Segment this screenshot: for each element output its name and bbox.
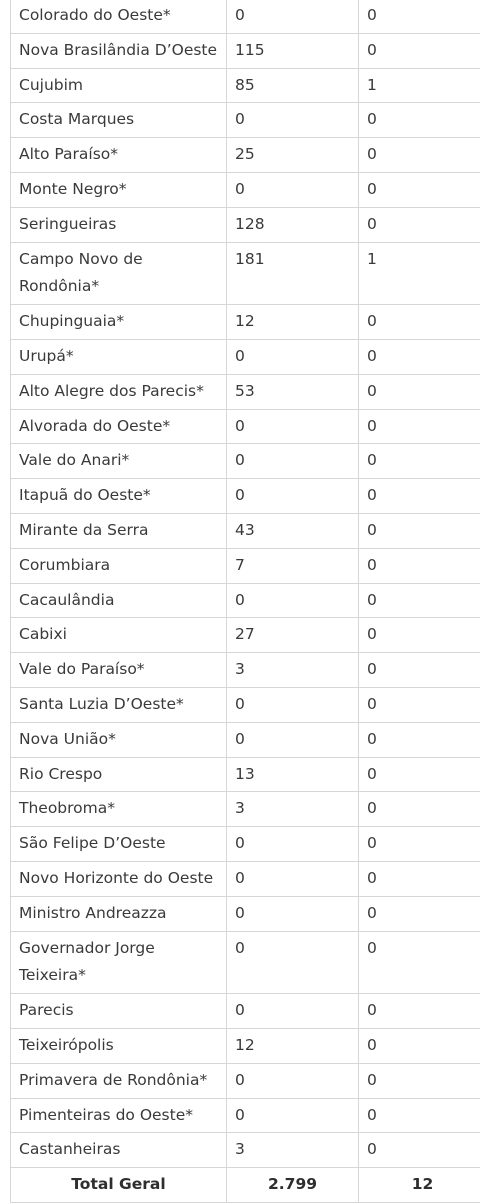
obitos-cell: 0	[359, 792, 480, 827]
obitos-cell: 0	[359, 861, 480, 896]
obitos-cell: 0	[359, 1028, 480, 1063]
casos-cell: 0	[227, 103, 359, 138]
municipio-cell: Urupá*	[11, 339, 227, 374]
casos-cell: 12	[227, 1028, 359, 1063]
table-row	[11, 548, 480, 583]
obitos-cell: 0	[359, 339, 480, 374]
table-body	[11, 0, 480, 1203]
municipio-cell: Chupinguaia*	[11, 305, 227, 340]
obitos-cell: 0	[359, 172, 480, 207]
table-row	[11, 68, 480, 103]
table-row	[11, 583, 480, 618]
casos-cell: 3	[227, 653, 359, 688]
casos-cell: 0	[227, 1098, 359, 1133]
obitos-cell: 0	[359, 0, 480, 33]
obitos-cell: 0	[359, 33, 480, 68]
obitos-cell: 0	[359, 513, 480, 548]
casos-cell: 85	[227, 68, 359, 103]
casos-cell: 0	[227, 444, 359, 479]
municipio-cell: Cacaulândia	[11, 583, 227, 618]
casos-cell: 0	[227, 687, 359, 722]
obitos-cell: 0	[359, 207, 480, 242]
obitos-cell: 0	[359, 548, 480, 583]
casos-cell: 43	[227, 513, 359, 548]
total-obitos: 12	[359, 1168, 480, 1203]
obitos-cell: 0	[359, 687, 480, 722]
obitos-cell: 0	[359, 103, 480, 138]
obitos-cell: 0	[359, 1098, 480, 1133]
municipio-cell: Costa Marques	[11, 103, 227, 138]
municipio-cell: Teixeirópolis	[11, 1028, 227, 1063]
casos-cell: 0	[227, 861, 359, 896]
table-row	[11, 931, 480, 994]
table-row	[11, 1028, 480, 1063]
casos-cell: 12	[227, 305, 359, 340]
obitos-cell: 0	[359, 374, 480, 409]
table-row	[11, 653, 480, 688]
municipio-cell: Rio Crespo	[11, 757, 227, 792]
casos-cell: 0	[227, 1063, 359, 1098]
casos-cell: 0	[227, 172, 359, 207]
obitos-cell: 0	[359, 479, 480, 514]
casos-cell: 0	[227, 827, 359, 862]
table-row	[11, 861, 480, 896]
table-row	[11, 172, 480, 207]
casos-cell: 181	[227, 242, 359, 305]
municipio-cell: Campo Novo de Rondônia*	[11, 242, 227, 305]
casos-cell: 13	[227, 757, 359, 792]
table-row	[11, 896, 480, 931]
municipio-cell: Vale do Anari*	[11, 444, 227, 479]
table-row	[11, 33, 480, 68]
municipio-cell: Alto Paraíso*	[11, 138, 227, 173]
municipio-cell: Mirante da Serra	[11, 513, 227, 548]
table-row	[11, 103, 480, 138]
table-row	[11, 687, 480, 722]
obitos-cell: 0	[359, 757, 480, 792]
obitos-cell: 0	[359, 1133, 480, 1168]
municipio-cell: Alto Alegre dos Parecis*	[11, 374, 227, 409]
obitos-cell: 0	[359, 409, 480, 444]
table-row	[11, 1063, 480, 1098]
municipalities-table	[10, 0, 480, 1203]
municipio-cell: São Felipe D’Oeste	[11, 827, 227, 862]
obitos-cell: 0	[359, 618, 480, 653]
casos-cell: 115	[227, 33, 359, 68]
casos-cell: 25	[227, 138, 359, 173]
casos-cell: 0	[227, 479, 359, 514]
table-row	[11, 207, 480, 242]
municipio-cell: Santa Luzia D’Oeste*	[11, 687, 227, 722]
table-row	[11, 444, 480, 479]
municipio-cell: Colorado do Oeste*	[11, 0, 227, 33]
municipio-cell: Cujubim	[11, 68, 227, 103]
obitos-cell: 1	[359, 242, 480, 305]
casos-cell: 3	[227, 792, 359, 827]
obitos-cell: 0	[359, 1063, 480, 1098]
municipio-cell: Alvorada do Oeste*	[11, 409, 227, 444]
table-row	[11, 409, 480, 444]
obitos-cell: 0	[359, 444, 480, 479]
table-row	[11, 722, 480, 757]
casos-cell: 3	[227, 1133, 359, 1168]
table-row	[11, 513, 480, 548]
obitos-cell: 0	[359, 583, 480, 618]
obitos-cell: 0	[359, 931, 480, 994]
table-row	[11, 479, 480, 514]
table-row	[11, 1098, 480, 1133]
casos-cell: 27	[227, 618, 359, 653]
municipio-cell: Monte Negro*	[11, 172, 227, 207]
obitos-cell: 0	[359, 138, 480, 173]
table-row	[11, 1133, 480, 1168]
total-label: Total Geral	[11, 1168, 227, 1203]
table-row	[11, 339, 480, 374]
table-row	[11, 994, 480, 1029]
casos-cell: 0	[227, 409, 359, 444]
municipio-cell: Castanheiras	[11, 1133, 227, 1168]
municipio-cell: Parecis	[11, 994, 227, 1029]
table-row	[11, 374, 480, 409]
table-row	[11, 0, 480, 33]
municipio-cell: Vale do Paraíso*	[11, 653, 227, 688]
casos-cell: 0	[227, 931, 359, 994]
table-row	[11, 827, 480, 862]
casos-cell: 0	[227, 0, 359, 33]
obitos-cell: 0	[359, 994, 480, 1029]
table-row	[11, 757, 480, 792]
obitos-cell: 0	[359, 827, 480, 862]
casos-cell: 128	[227, 207, 359, 242]
municipalities-table-container	[10, 0, 480, 1203]
municipio-cell: Primavera de Rondônia*	[11, 1063, 227, 1098]
municipio-cell: Novo Horizonte do Oeste	[11, 861, 227, 896]
casos-cell: 0	[227, 896, 359, 931]
obitos-cell: 1	[359, 68, 480, 103]
table-row	[11, 138, 480, 173]
table-row	[11, 792, 480, 827]
municipio-cell: Nova União*	[11, 722, 227, 757]
municipio-cell: Governador Jorge Teixeira*	[11, 931, 227, 994]
casos-cell: 7	[227, 548, 359, 583]
municipio-cell: Cabixi	[11, 618, 227, 653]
casos-cell: 0	[227, 722, 359, 757]
municipio-cell: Pimenteiras do Oeste*	[11, 1098, 227, 1133]
casos-cell: 0	[227, 339, 359, 374]
obitos-cell: 0	[359, 305, 480, 340]
municipio-cell: Nova Brasilândia D’Oeste	[11, 33, 227, 68]
municipio-cell: Theobroma*	[11, 792, 227, 827]
casos-cell: 0	[227, 994, 359, 1029]
obitos-cell: 0	[359, 722, 480, 757]
total-casos: 2.799	[227, 1168, 359, 1203]
casos-cell: 0	[227, 583, 359, 618]
table-row	[11, 305, 480, 340]
total-row	[11, 1168, 480, 1203]
table-row	[11, 242, 480, 305]
obitos-cell: 0	[359, 653, 480, 688]
municipio-cell: Corumbiara	[11, 548, 227, 583]
municipio-cell: Itapuã do Oeste*	[11, 479, 227, 514]
municipio-cell: Ministro Andreazza	[11, 896, 227, 931]
municipio-cell: Seringueiras	[11, 207, 227, 242]
obitos-cell: 0	[359, 896, 480, 931]
casos-cell: 53	[227, 374, 359, 409]
table-row	[11, 618, 480, 653]
